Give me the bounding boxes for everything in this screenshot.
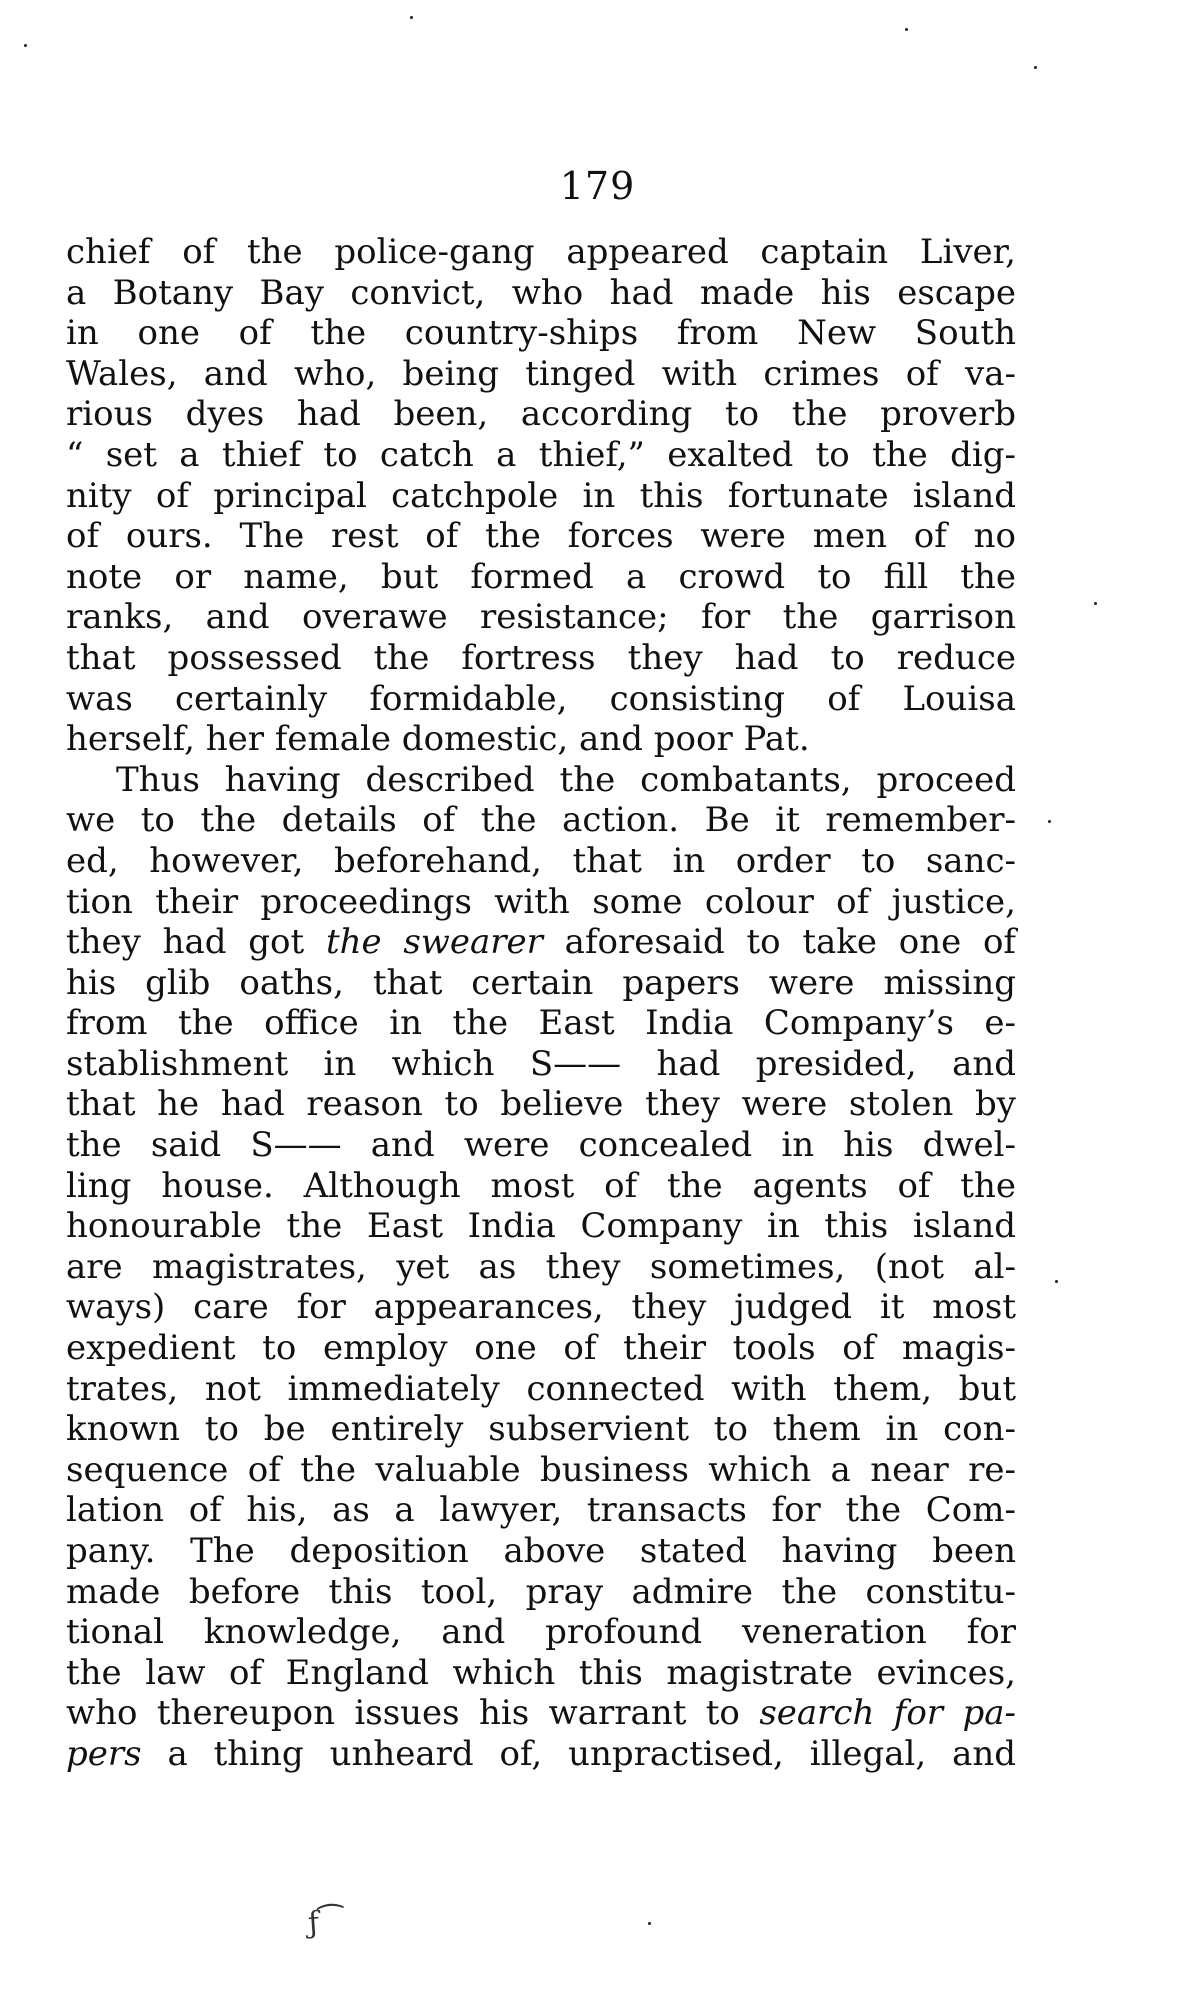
text-fragment: they had got [66,922,326,963]
text-line: “ set a thief to catch a thief,” exalted to the dig- [66,434,1016,475]
text-line: made before this tool, pray admire the constitu- [66,1571,1016,1612]
text-line: honourable the East India Company in this island [66,1206,1016,1247]
ink-speck [648,1922,651,1925]
ink-speck [1055,1280,1058,1283]
text-line: ling house. Although most of the agents of the [66,1165,1016,1206]
body-text [66,232,1016,1775]
ink-speck [1034,66,1037,69]
ink-speck [1094,602,1097,605]
text-line: Wales, and who, being tinged with crimes of va- [66,353,1016,394]
text-line: expedient to employ one of their tools of magis- [66,1328,1016,1369]
text-fragment: aforesaid to take one of [542,922,1016,963]
text-line: the said S—— and were concealed in his dwel- [66,1125,1016,1166]
text-line: that he had reason to believe they were stolen by [66,1084,1016,1125]
text-line: stablishment in which S—— had presided, and [66,1043,1016,1084]
text-line: was certainly formidable, consisting of Louisa [66,678,1016,719]
text-line: tion their proceedings with some colour of justice, [66,881,1016,922]
italic-phrase: search for pa- [759,1693,1016,1734]
paragraph-start-line: Thus having described the combatants, proceed [116,759,1016,800]
text-line: chief of the police-gang appeared captain Liver, [66,232,1016,272]
text-line: a Botany Bay convict, who had made his escape [66,272,1016,313]
text-line: ranks, and overawe resistance; for the garrison [66,597,1016,638]
paragraph-end-line: herself, her female domestic, and poor Pat. [66,719,810,760]
text-line-with-italic [66,1693,1016,1734]
text-line: the law of England which this magistrate evinces, [66,1652,1016,1693]
ink-speck [905,28,908,31]
text-line: from the office in the East India Company’s e- [66,1003,1016,1044]
text-line: known to be entirely subservient to them in con- [66,1409,1016,1450]
text-line: are magistrates, yet as they sometimes, (not al- [66,1246,1016,1287]
italic-phrase: the swearer [325,922,543,963]
ink-speck [24,44,27,47]
text-fragment: a thing unheard of, unpractised, illegal, and [141,1733,1016,1774]
text-line-with-italic [66,1734,1016,1775]
text-line: note or name, but formed a crowd to fill the [66,556,1016,597]
text-fragment: who thereupon issues his warrant to [66,1693,760,1734]
bottom-ink-mark: ƒ⁀ [306,1903,345,1942]
text-line: trates, not immediately connected with them, but [66,1368,1016,1409]
text-line: rious dyes had been, according to the proverb [66,394,1016,435]
text-line: ed, however, beforehand, that in order to sanc- [66,840,1016,881]
text-line: that possessed the fortress they had to reduce [66,637,1016,678]
ink-speck [410,16,413,19]
text-line: pany. The deposition above stated having been [66,1531,1016,1571]
text-line: of ours. The rest of the forces were men of no [66,516,1016,557]
text-line: in one of the country-ships from New South [66,313,1016,354]
ink-speck [1048,820,1051,823]
page-number: 179 [559,164,636,208]
text-line: sequence of the valuable business which a near re- [66,1449,1016,1490]
text-line: we to the details of the action. Be it remember- [66,800,1016,841]
italic-phrase: pers [66,1733,142,1774]
text-line: his glib oaths, that certain papers were missing [66,962,1016,1003]
text-line-with-italic [66,922,1016,963]
text-line: tional knowledge, and profound veneration for [66,1612,1016,1653]
text-line: lation of his, as a lawyer, transacts for the Com- [66,1490,1016,1531]
text-line: ways) care for appearances, they judged it most [66,1287,1016,1328]
text-line: nity of principal catchpole in this fortunate island [66,475,1016,516]
